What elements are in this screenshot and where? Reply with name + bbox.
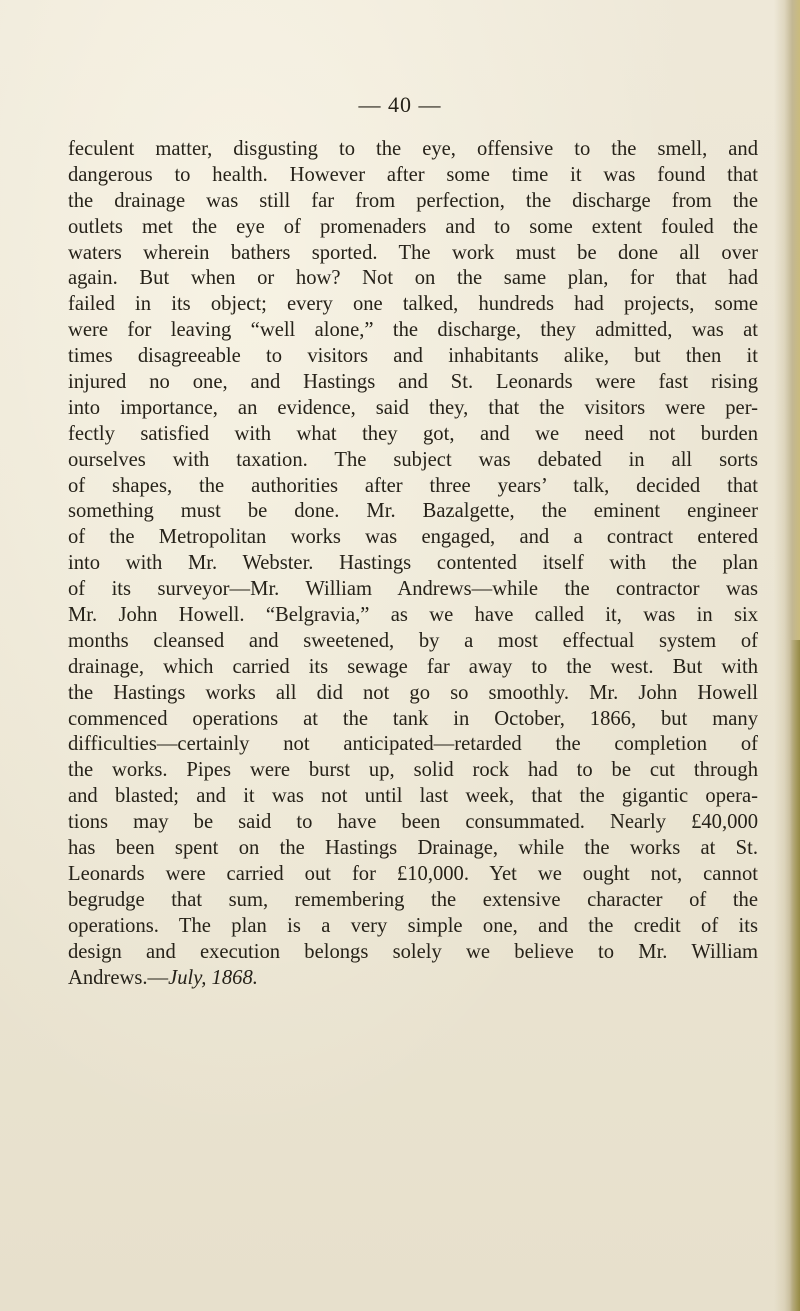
text-line-final: [68, 966, 758, 992]
text-line: drainage, which carried its sewage far away to the west. But with: [68, 655, 758, 678]
text-line: into importance, an evidence, said they, that the visitors were per-: [68, 396, 758, 419]
text-line: begrudge that sum, remembering the extensive character of the: [68, 888, 758, 911]
text-line: times disagreeable to visitors and inhabitants alike, but then it: [68, 345, 758, 368]
page-edge-binding: [790, 640, 800, 1311]
text-line: ourselves with taxation. The subject was debated in all sorts: [68, 448, 758, 471]
text-line: fectly satisfied with what they got, and we need not burden: [68, 422, 758, 445]
text-line: were for leaving “well alone,” the discharge, they admitted, was at: [68, 319, 758, 342]
text-line: design and execution belongs solely we believe to Mr. William: [68, 940, 758, 963]
text-line: injured no one, and Hastings and St. Leonards were fast rising: [68, 371, 758, 394]
text-line: waters wherein bathers sported. The work must be done all over: [68, 241, 758, 264]
text-line: commenced operations at the tank in October, 1866, but many: [68, 707, 758, 730]
text-line: difficulties—certainly not anticipated—retarded the completion of: [68, 733, 758, 756]
text-line: feculent matter, disgusting to the eye, offensive to the smell, and: [68, 138, 758, 160]
text-line: dangerous to health. However after some time it was found that: [68, 163, 758, 186]
text-line: the Hastings works all did not go so smoothly. Mr. John Howell: [68, 681, 758, 704]
text-line: Leonards were carried out for £10,000. Yet we ought not, cannot: [68, 862, 758, 885]
text-line: Mr. John Howell. “Belgravia,” as we have called it, was in six: [68, 604, 758, 627]
text-line: of shapes, the authorities after three years’ talk, decided that: [68, 474, 758, 497]
body-paragraph: [68, 137, 758, 991]
text-line: of the Metropolitan works was engaged, and a contract entered: [68, 526, 758, 549]
text-line: again. But when or how? Not on the same plan, for that had: [68, 267, 758, 290]
text-line: failed in its object; every one talked, hundreds had projects, some: [68, 293, 758, 316]
text-line: operations. The plan is a very simple one, and the credit of its: [68, 914, 758, 937]
final-line-text: Andrews.—: [68, 966, 169, 989]
dateline: July, 1868.: [168, 966, 258, 989]
page-number: — 40 —: [358, 92, 442, 117]
text-line: and blasted; and it was not until last week, that the gigantic opera-: [68, 785, 758, 808]
text-line: months cleansed and sweetened, by a most effectual system of: [68, 629, 758, 652]
text-line: tions may be said to have been consummated. Nearly £40,000: [68, 811, 758, 834]
text-line: the drainage was still far from perfection, the discharge from the: [68, 189, 758, 212]
text-line: has been spent on the Hastings Drainage, while the works at St.: [68, 837, 758, 860]
text-line: into with Mr. Webster. Hastings contented itself with the plan: [68, 552, 758, 575]
text-line: outlets met the eye of promenaders and to some extent fouled the: [68, 215, 758, 238]
text-line: something must be done. Mr. Bazalgette, the eminent engineer: [68, 500, 758, 523]
text-line: of its surveyor—Mr. William Andrews—while the contractor was: [68, 578, 758, 601]
text-line: the works. Pipes were burst up, solid rock had to be cut through: [68, 759, 758, 782]
